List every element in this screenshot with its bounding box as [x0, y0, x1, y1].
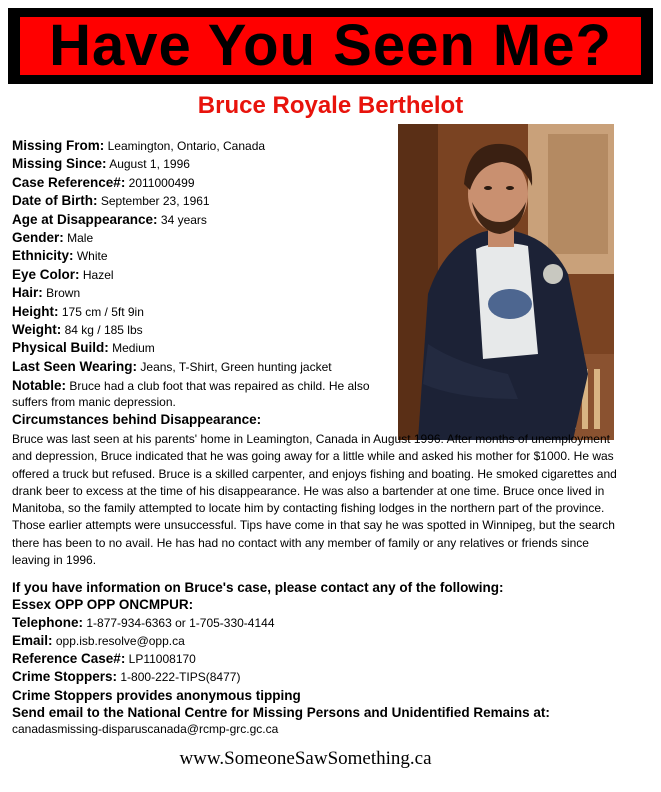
- website-link[interactable]: www.SomeoneSawSomething.ca: [179, 748, 432, 769]
- field-value: Hazel: [82, 267, 114, 282]
- field-eye-color: [12, 266, 397, 284]
- field-value: Bruce had a club foot that was repaired as child. He also suffers from manic depression.: [12, 379, 370, 409]
- field-label: Case Reference#:: [12, 174, 126, 190]
- field-label: Notable:: [12, 378, 66, 394]
- field-physical-build: [12, 339, 397, 357]
- crime-stoppers-note: Crime Stoppers provides anonymous tipping: [12, 687, 301, 703]
- field-height: [12, 303, 397, 321]
- field-label: Missing Since:: [12, 156, 107, 172]
- details-list: [12, 137, 397, 410]
- telephone-value: 1-877-934-6363 or 1-705-330-4144: [86, 615, 275, 630]
- contact-email: [12, 632, 652, 650]
- field-value: September 23, 1961: [100, 194, 210, 209]
- field-weight: [12, 321, 397, 339]
- field-value: Male: [67, 231, 94, 246]
- field-value: White: [76, 249, 108, 264]
- header-banner: [8, 8, 653, 84]
- missing-person-name: Bruce Royale Berthelot: [197, 92, 464, 119]
- field-last-seen-wearing: [12, 358, 397, 376]
- field-label: Eye Color:: [12, 266, 80, 282]
- crime-stoppers-label: Crime Stoppers:: [12, 669, 118, 685]
- contact-agency: Essex OPP OPP ONCMPUR:: [12, 597, 194, 613]
- field-value: Brown: [46, 286, 81, 301]
- field-label: Last Seen Wearing:: [12, 358, 138, 374]
- field-label: Ethnicity:: [12, 248, 74, 264]
- field-value: Jeans, T-Shirt, Green hunting jacket: [140, 359, 332, 374]
- field-notable: [12, 378, 397, 410]
- contact-reference-case: [12, 650, 652, 668]
- field-value: Leamington, Ontario, Canada: [107, 139, 266, 153]
- field-gender: [12, 229, 397, 247]
- ncmp-email-link[interactable]: canadasmissing-disparuscanada@rcmp-grc.gc.ca: [12, 722, 279, 737]
- field-age: [12, 211, 397, 229]
- reference-case-value: LP11008170: [128, 652, 196, 667]
- contact-crime-stoppers: [12, 668, 652, 686]
- field-label: Date of Birth:: [12, 193, 98, 209]
- field-ethnicity: [12, 247, 397, 265]
- telephone-label: Telephone:: [12, 614, 84, 630]
- contact-telephone: [12, 614, 652, 632]
- field-value: 84 kg / 185 lbs: [64, 323, 143, 338]
- field-value: 2011000499: [128, 175, 195, 190]
- crime-stoppers-value: 1-800-222-TIPS(8477): [120, 670, 241, 685]
- missing-person-photo: [398, 124, 614, 440]
- field-missing-since: [12, 155, 397, 173]
- field-label: Weight:: [12, 322, 62, 338]
- field-label: Gender:: [12, 230, 64, 246]
- field-value: 175 cm / 5ft 9in: [61, 304, 144, 319]
- circumstances-text: Bruce was last seen at his parents' home in Leamington, Canada in August 1996. After months of unemployment and depression, Bruce indicated that he was going away for a little while and asked his mother for $1000. He was offered a truck but refused. Bruce is a skilled carpenter, and enjoys fishing and boating. He smoked cigarettes and drank beer to excess at the time of his disappearance. He was also a bartender at one time. Bruce once lived in Manitoba, so the family attempted to locate him by contacting fishing lodges in the northern part of the province. Those earlier attempts were unsuccessful. Tips have come in that say he was spotted in Winnipeg, but the search there has been to no avail. He has had no contact with any member of family or any relatives or friends since leaving in 1996.: [12, 432, 617, 568]
- field-label: Hair:: [12, 285, 43, 301]
- field-label: Age at Disappearance:: [12, 211, 158, 227]
- circumstances-heading: Circumstances behind Disappearance:: [12, 412, 262, 427]
- field-value: August 1, 1996: [109, 157, 190, 172]
- field-label: Missing From:: [12, 138, 105, 153]
- ncmp-line: Send email to the National Centre for Missing Persons and Unidentified Remains at:: [12, 705, 550, 721]
- contact-intro: If you have information on Bruce's case, please contact any of the following:: [12, 580, 504, 595]
- contact-section: [12, 579, 652, 739]
- email-link[interactable]: opp.isb.resolve@opp.ca: [55, 633, 185, 648]
- field-value: 34 years: [160, 212, 207, 227]
- page-title: Have You Seen Me?: [49, 13, 612, 78]
- field-case-reference: [12, 174, 397, 192]
- field-label: Height:: [12, 303, 59, 319]
- field-label: Physical Build:: [12, 340, 109, 356]
- reference-case-label: Reference Case#:: [12, 651, 126, 667]
- field-date-of-birth: [12, 192, 397, 210]
- field-value: Medium: [112, 341, 155, 356]
- field-missing-from: [12, 137, 397, 155]
- email-label: Email:: [12, 632, 53, 648]
- banner-red-panel: [20, 13, 641, 78]
- field-hair: [12, 284, 397, 302]
